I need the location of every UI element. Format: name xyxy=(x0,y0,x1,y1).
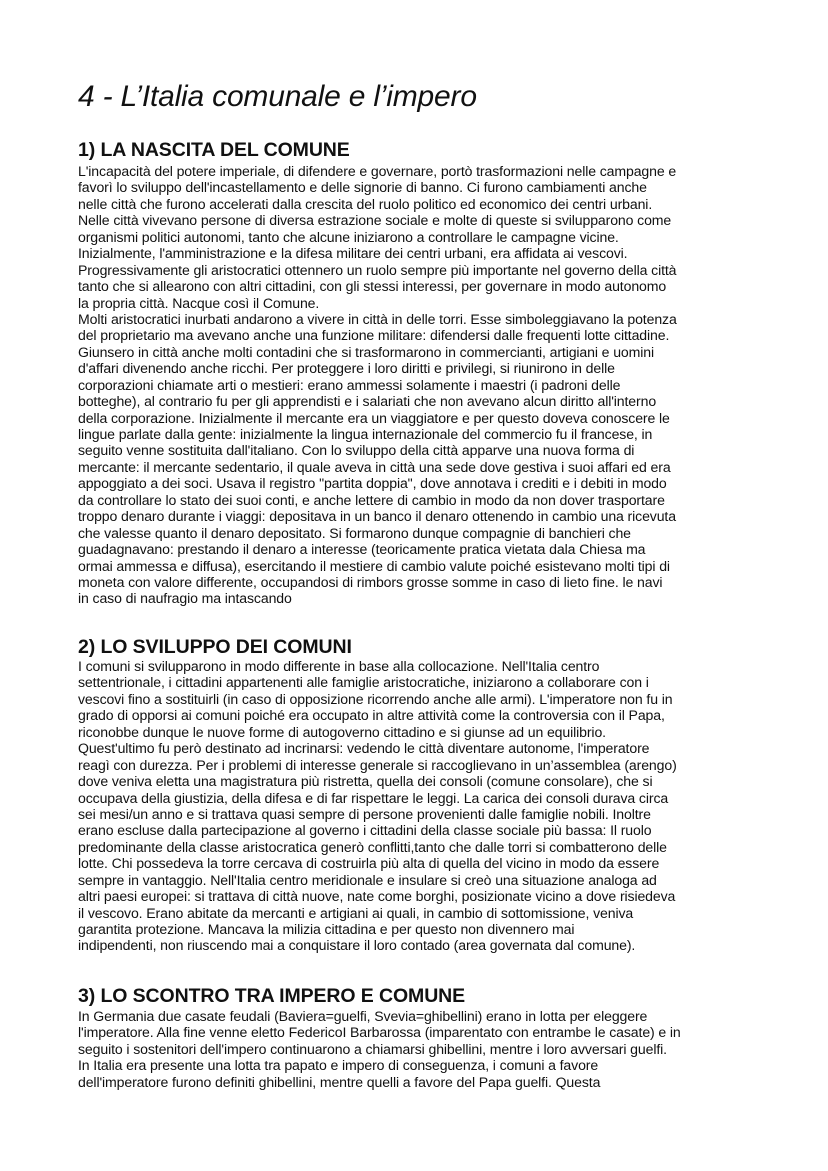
paragraph-line: Molti aristocratici inurbati andarono a vivere in città in delle torri. Esse simboleggiavano la potenza xyxy=(78,310,677,327)
paragraph-line: In Italia era presente una lotta tra papato e impero di conseguenza, i comuni a favore xyxy=(78,1057,599,1074)
paragraph-line: L'incapacità del potere imperiale, di difendere e governare, portò trasformazioni nelle campagne e xyxy=(78,163,677,179)
paragraph-line: in caso di naufragio ma intascando xyxy=(78,590,292,607)
paragraph-line: indipendenti, non riuscendo mai a conquistare il loro contado (area governata dal comune). xyxy=(78,937,636,954)
paragraph-line: guadagnavano: prestando il denaro a interesse (teoricamente pratica vietata dala Chiesa ma xyxy=(78,541,646,558)
paragraph-line: riconobbe dunque le nuove forme di autogoverno cittadino e si giunse ad un equilibrio. xyxy=(78,723,606,740)
document-title: 4 - L’Italia comunale e l’impero xyxy=(78,80,477,113)
paragraph-line: settentrionale, i cittadini appartenenti alle famiglie aristocratiche, iniziarono a collaborare con i xyxy=(78,674,649,691)
paragraph-line: Progressivamente gli aristocratici ottennero un ruolo sempre più importante nel governo della città xyxy=(78,261,677,278)
paragraph-line: In Germania due casate feudali (Baviera=guelfi, Svevia=ghibellini) erano in lotta per eleggere xyxy=(78,1008,648,1024)
paragraph-line: I comuni si svilupparono in modo differente in base alla collocazione. Nell'Italia centro xyxy=(78,658,600,674)
paragraph-line: la propria città. Nacque così il Comune. xyxy=(78,294,320,311)
paragraph-line: seguito i sostenitori dell'impero continuarono a chiamarsi ghibellini, mentre i loro avversari guelfi. xyxy=(78,1040,667,1057)
paragraph-line: da controllare lo stato dei suoi conti, e anche lettere di cambio in modo da non dover trasportare xyxy=(78,491,665,508)
paragraph-line: erano escluse dalla partecipazione al governo i cittadini della classe sociale più bassa: Il ruolo xyxy=(78,822,652,839)
paragraph-line: altri paesi europei: si trattava di città nuove, nate come borghi, posizionate vicino a dove risiedeva xyxy=(78,888,676,905)
paragraph-line: sei mesi/un anno e si trattava quasi sempre di persone provenienti dalle famiglie nobili. Inoltre xyxy=(78,805,651,822)
paragraph-line: occupava della giustizia, della difesa e di far rispettare le leggi. La carica dei consoli durava circa xyxy=(78,789,669,806)
paragraph-line: reagì con durezza. Per i problemi di interesse generale si raccoglievano in un’assemblea (arengo) xyxy=(78,756,677,773)
paragraph-line: organismi politici autonomi, tanto che alcune iniziarono a controllare le campagne vicine. xyxy=(78,228,619,245)
paragraph-line: nelle città che furono accelerati dalla crescita del ruolo politico ed economico dei centri urbani. xyxy=(78,195,653,212)
paragraph-line: troppo denaro durante i viaggi: depositava in un banco il denaro ottenendo in cambio una ricevuta xyxy=(78,508,676,525)
paragraph-line: mercante: il mercante sedentario, il quale aveva in città una sede dove gestiva i suoi affari ed era xyxy=(78,458,671,475)
paragraph-line: Giunsero in città anche molti contadini che si trasformarono in commercianti, artigiani e uomini xyxy=(78,343,654,360)
paragraph-line: garantita protezione. Mancava la milizia cittadina e per questo non divennero mai xyxy=(78,921,575,937)
paragraph-line: dove veniva eletta una magistratura più ristretta, quella dei consoli (comune consolare), che si xyxy=(78,773,653,790)
paragraph-line: l'imperatore. Alla fine venne eletto FedericoI Barbarossa (imparentato con entrambe le casate) e in xyxy=(78,1024,681,1041)
section-heading: 2) LO SVILUPPO DEI COMUNI xyxy=(78,636,352,658)
paragraph-line: il vescovo. Erano abitate da mercanti e artigiani ai quali, in cambio di sottomissione, veniva xyxy=(78,904,634,921)
paragraph-line: Inizialmente, l'amministrazione e la difesa militare dei centri urbani, era affidata ai vescovi. xyxy=(78,245,628,262)
paragraph-line: lotte. Chi possedeva la torre cercava di costruirla più alta di quella del vicino in modo da essere xyxy=(78,855,660,872)
section-heading: 1) LA NASCITA DEL COMUNE xyxy=(78,139,350,161)
paragraph-line: Nelle città vivevano persone di diversa estrazione sociale e molte di queste si svilupparono come xyxy=(78,212,672,229)
paragraph-line: d'affari divenendo anche ricchi. Per proteggere i loro diritti e privilegi, si riunirono in delle xyxy=(78,360,615,377)
section-body xyxy=(78,658,778,954)
paragraph-line: tanto che si allearono con altri cittadini, con gli stessi interessi, per governare in modo autonomo xyxy=(78,278,667,295)
paragraph-line: della corporazione. Inizialmente il mercante era un viaggiatore e per questo doveva conoscere le xyxy=(78,409,670,426)
paragraph-line: vescovi fino a sostituirli (in caso di opposizione ricorrendo anche alle armi). L'imperatore non fu in xyxy=(78,690,673,707)
section-body xyxy=(78,1008,778,1090)
paragraph-line: che valesse quanto il denaro depositato. Si formarono dunque compagnie di banchieri che xyxy=(78,524,631,541)
section-body xyxy=(78,163,778,607)
paragraph-line: seguito venne sostituita dall'italiano. Con lo sviluppo della città apparve una nuova forma di xyxy=(78,442,635,459)
paragraph-line: predominante della classe aristocratica generò conflitti,tanto che dalle torri si combatterono delle xyxy=(78,838,667,855)
paragraph-line: del proprietario ma avevano anche una funzione militare: difendersi dalle frequenti lotte cittadine. xyxy=(78,327,670,344)
paragraph-line: grado di opporsi ai comuni poiché era occupato in altre attività come la controversia con il Papa, xyxy=(78,707,665,724)
paragraph-line: sempre in vantaggio. Nell'Italia centro meridionale e insulare si creò una situazione analoga ad xyxy=(78,871,657,888)
paragraph-line: botteghe), al contrario fu per gli apprendisti e i salariati che non avevano alcun diritto all'interno xyxy=(78,393,657,410)
paragraph-line: moneta con valore differente, occupandosi di rimbors grosse somme in caso di lieto fine. le navi xyxy=(78,573,663,590)
paragraph-line: ormai ammessa e diffusa), esercitando il mestiere di cambio valute poiché esistevano molti tipi di xyxy=(78,557,670,574)
paragraph-line: lingue parlate dalla gente: inizialmente la lingua internazionale del commercio fu il francese, in xyxy=(78,426,653,442)
paragraph-line: corporazioni chiamate arti o mestieri: erano ammessi solamente i maestri (i padroni delle xyxy=(78,376,621,393)
section-heading: 3) LO SCONTRO TRA IMPERO E COMUNE xyxy=(78,985,466,1007)
paragraph-line: Quest'ultimo fu però destinato ad incrinarsi: vedendo le città diventare autonome, l'imperatore xyxy=(78,740,650,757)
paragraph-line: dell'imperatore furono definiti ghibellini, mentre quelli a favore del Papa guelfi. Questa xyxy=(78,1073,601,1090)
paragraph-line: favorì lo sviluppo dell'incastellamento e delle signorie di banno. Ci furono cambiamenti anche xyxy=(78,179,647,196)
paragraph-line: appoggiato a dei soci. Usava il registro "partita doppia", dove annotava i crediti e i debiti in modo xyxy=(78,475,667,492)
